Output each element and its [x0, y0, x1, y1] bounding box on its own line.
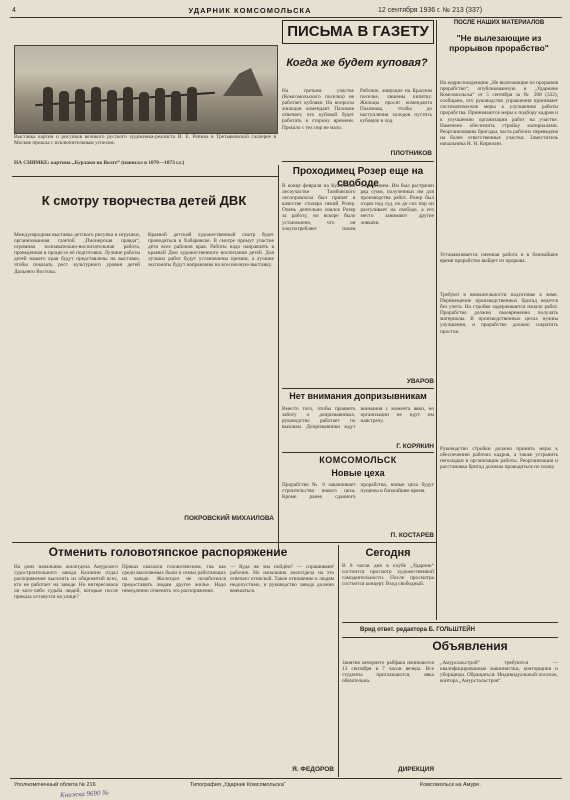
sidebar-text: На корреспонденцию „Не вылезающие из прорывов прорабство“, опубликованную в „Ударнике Комсомольска“ от 5 сентября за № 208 (332), сообщаем, что руководство управления принимает систематические меры к улучшению работы прорабства. Принимаются меры к подбору кадров и к улучшению организации работ на участке. Намечено обеспечить стройку материалами. Реорганизованы бригады, часть рабочих переведена на более ответственные участки. Заместитель начальника Н. Н. Кирюхин.: [440, 80, 558, 147]
ads-text: „Амурсальстрой“ требуются — квалифицированные машинистки, конторщики и уборщицы. Обращаться: Индивидуальный поселок, контора „Амурстальстроя“.: [440, 660, 558, 685]
repin-painting-photo: [14, 45, 278, 134]
sidebar-title: "Не вылезающие из прорывов прорабство": [449, 33, 549, 53]
right-column-text-2: Руководство стройки должно принять меры к обеспечению рабочих кадров, а также устранить неполадки в организации работы. Реорганизация и расстановка бригад должны проводиться по плану.: [440, 446, 558, 471]
drafted-article-signature: Г. КОРЯКИН: [396, 443, 434, 450]
komsomolsk-signature: П. КОСТАРЕВ: [390, 532, 434, 539]
handwritten-note: Книжка 9690 №: [59, 788, 110, 800]
drafted-article-title: Нет внимания допризывникам: [289, 391, 427, 401]
sidebar-closing: Устанавливается сменная работа и в ближайшее время прорабство выйдет из прорыва.: [440, 252, 558, 265]
photo-caption: Выставка картин и рисунков великого русского художника-реалиста И. Е. Репина в Третьяковской галлерее в Москве прошла с исключительным успехом.: [14, 134, 276, 147]
sidebar-kicker: ПОСЛЕ НАШИХ МАТЕРИАЛОВ: [453, 20, 545, 26]
komsomolsk-text: Прорабство № 6 заканчивает строительство нового цеха. Кроме ранее сданного прорабства, новые цеха будут пущены в ближайшее время.: [282, 482, 434, 501]
page-number: 4: [12, 7, 16, 14]
order-article-col1: На днях начальник жилотдела Амурского судостроительного завода Калинин отдал распоряжение выселить из общежитий всех, кто не работает на заводе. Но интересовала ли кого-либо судьба людей, которые после приказа останутся на улице?: [14, 564, 118, 601]
editor-line: Врид ответ. редактора Б. ГОЛЬШТЕЙН: [360, 627, 475, 633]
children-article-col2: Краевой детский художественный смотр будет проводиться в Хабаровске. В смотре примут участие дети всех районов края. Работы надо направлять в краевой Дом художественного воспитания детей. Для лучших работ будут установлены премии, а лучшие экспонаты будут направлены на всесоюзную выставку.: [148, 232, 274, 269]
pool-article-title: Когда же будет куповая?: [286, 57, 428, 69]
ads-title: Объявления: [432, 639, 508, 653]
komsomolsk-title: Новые цеха: [331, 468, 385, 478]
right-column-text: Требуют к внимательности подготовке к зиме. Перемещение производственных бригад ведется без учета. На стройке задерживается начало работ. Прорабство должно своевременно получать материалы. В производственных цехах нужны улучшения, и прорабство должно сократить простои.: [440, 292, 558, 335]
rozer-article-signature: УВАРОВ: [406, 378, 434, 385]
komsomolsk-banner: КОМСОМОЛЬСК: [319, 455, 397, 465]
order-article-signature: Я. ФЕДОРОВ: [292, 766, 334, 773]
footer-center: Типография „Ударник Комсомольска“: [190, 782, 286, 788]
rozer-article-text: В конце февраля на Кулинском лесоучастке Тамбовского лесопромхоза был принят в качестве столяра некий Розер. Очень деятельно взялся Розер за работу, но вскоре было установлено, что он злоупотребляет своим положением. Им был растрачен ряд сумм, полученных им для производства работ. Розер был отдан под суд, но до сих пор он разгуливает на свободе, а его место занимают другие ловкачи.: [282, 183, 434, 232]
masthead-date: 12 сентября 1936 г. № 213 (337): [378, 7, 483, 14]
drafted-article-text: Вместо того, чтобы проявить заботу о допризывниках, руководство работает по вызовам. Допризывники ждут внимания с момента явки, но организации не идут им навстречу.: [282, 406, 434, 431]
photo-credit: НА СНИМКЕ: картина „Бурлаки на Волге“ (написал в 1870—1873 г.г.): [14, 160, 185, 166]
footer-left: Уполномоченный облита № 216: [14, 782, 96, 788]
ads-training-text: Занятия вечернего рабфака начинаются 13 сентября в 7 часов вечера. Все студенты приглашаются, явка обязательна.: [342, 660, 434, 685]
masthead-title: УДАРНИК КОМСОМОЛЬСКА: [188, 6, 312, 15]
pool-article-col1: На третьем участке (Комсомольского поселка) не работает кубовая. На вопросы жильцов комендант Пахомов отвечает, что кубовой будет работать в сторону времени. Прошло с тех пор не мало.: [282, 88, 354, 131]
order-article-col2: Приказ оказался головотяпским, так как среди выселяемых были и семьи работающих на заводе. Жилотдел не позаботился предоставить людям другое жилье. Надо немедленно отменить это распоряжение.: [122, 564, 226, 595]
order-article-col3: — Куда же мы пойдём? — спрашивают рабочие. Но начальник жилотдела на это отвечает отпиской. Такое отношение к людям недопустимо, и руководство завода должно вмешаться.: [230, 564, 334, 595]
today-title: Сегодня: [365, 547, 411, 559]
today-text: В 8 часов дня в клубе „Ударник“ состоится просмотр художественной самодеятельности. После просмотра состоится концерт. Вход свободный.: [342, 563, 434, 588]
order-article-title: Отменить головотяпское распоряжение: [48, 545, 288, 559]
masthead-rule: [10, 17, 562, 18]
footer-right: Комсомольск на Амуре.: [420, 782, 481, 788]
pool-article-col2: Рабочие, живущие на Красном поселке, лишены кипятку. Жильцы просят коменданта Пахомова, чтобы до наступления холодов пустить кубовую в ход.: [360, 88, 432, 125]
rozer-article-title: Проходимец Розер еще на свободе: [292, 166, 424, 189]
children-article-signature: ПОКРОВСКИЙ МИХАИЛОВА: [184, 515, 274, 522]
letters-banner-text: ПИСЬМА В ГАЗЕТУ: [287, 23, 429, 40]
letters-banner: [282, 20, 434, 44]
children-article-title: К смотру творчества детей ДВК: [41, 193, 247, 208]
today-signature: ДИРЕКЦИЯ: [397, 766, 434, 773]
pool-article-signature: ПЛОТНИКОВ: [390, 150, 432, 157]
children-article-col1: Международная выставка детского рисунка и игрушки, организованная газетой „Пионерская правда“, огромная познавательно-воспитательная работа, проведенная в процессе её подготовки. Лучшие работы детей нашего края будут представлены на выставке, чтобы показать рост культурного уровня детей Дальнего Востока.: [14, 232, 140, 275]
